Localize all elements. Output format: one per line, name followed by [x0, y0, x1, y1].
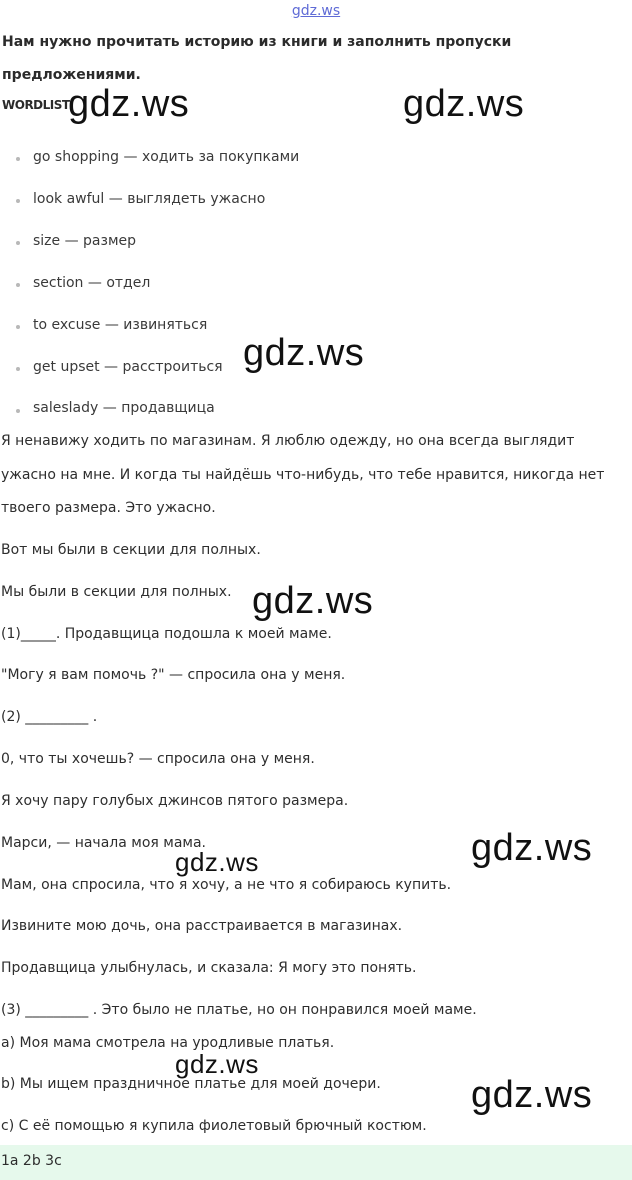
watermark: gdz.ws — [175, 847, 259, 877]
wordlist-item: get upset — расстроиться — [33, 359, 223, 375]
story-line: Извините мою дочь, она расстраивается в магазинах. — [1, 918, 403, 934]
story-line: Я хочу пару голубых джинсов пятого размера. — [1, 793, 349, 809]
story-line: Мам, она спросила, что я хочу, а не что я собираюсь купить. — [1, 877, 452, 893]
wordlist-item: go shopping — ходить за покупками — [33, 149, 300, 165]
story-line: Марси, — начала моя мама. — [1, 835, 206, 851]
bullet-icon — [16, 325, 20, 329]
watermark: gdz.ws — [175, 1049, 259, 1079]
watermark: gdz.ws — [403, 83, 525, 125]
story-line: Продавщица улыбнулась, и сказала: Я могу это понять. — [1, 960, 417, 976]
bullet-icon — [16, 157, 20, 161]
wordlist-item: to excuse — извиняться — [33, 317, 208, 333]
task-title-line-2: предложениями. — [2, 67, 141, 83]
watermark: gdz.ws — [68, 83, 190, 125]
site-header-link[interactable]: gdz.ws — [291, 3, 341, 19]
watermark: gdz.ws — [252, 580, 374, 622]
story-line: 0, что ты хочешь? — спросила она у меня. — [1, 751, 315, 767]
wordlist-item: size — размер — [33, 233, 137, 249]
story-line: (3) _________ . Это было не платье, но он понравился моей маме. — [1, 1002, 477, 1018]
option-line: b) Мы ищем праздничное платье для моей дочери. — [1, 1076, 381, 1092]
answer-text: 1a 2b 3c — [1, 1153, 62, 1169]
story-line: ужасно на мне. И когда ты найдёшь что-нибудь, что тебе нравится, никогда нет — [1, 467, 605, 483]
bullet-icon — [16, 283, 20, 287]
story-line: (1)_____. Продавщица подошла к моей маме. — [1, 626, 332, 642]
story-line: твоего размера. Это ужасно. — [1, 500, 216, 516]
story-line: Я ненавижу ходить по магазинам. Я люблю одежду, но она всегда выглядит — [1, 433, 575, 449]
bullet-icon — [16, 199, 20, 203]
story-line: "Могу я вам помочь ?" — спросила она у меня. — [1, 667, 346, 683]
watermark: gdz.ws — [243, 332, 365, 374]
option-line: c) С её помощью я купила фиолетовый брючный костюм. — [1, 1118, 427, 1134]
watermark: gdz.ws — [471, 1074, 593, 1116]
bullet-icon — [16, 409, 20, 413]
story-line: (2) _________ . — [1, 709, 98, 725]
bullet-icon — [16, 367, 20, 371]
answer-box — [0, 1145, 632, 1180]
watermark: gdz.ws — [471, 827, 593, 869]
story-line: Мы были в секции для полных. — [1, 584, 232, 600]
wordlist-item: look awful — выглядеть ужасно — [33, 191, 266, 207]
bullet-icon — [16, 241, 20, 245]
wordlist-heading: WORDLIST — [2, 98, 70, 112]
wordlist-item: section — отдел — [33, 275, 151, 291]
wordlist-item: saleslady — продавщица — [33, 400, 215, 416]
option-line: a) Моя мама смотрела на уродливые платья. — [1, 1035, 335, 1051]
story-line: Вот мы были в секции для полных. — [1, 542, 261, 558]
task-title-line-1: Нам нужно прочитать историю из книги и заполнить пропуски — [2, 34, 512, 50]
